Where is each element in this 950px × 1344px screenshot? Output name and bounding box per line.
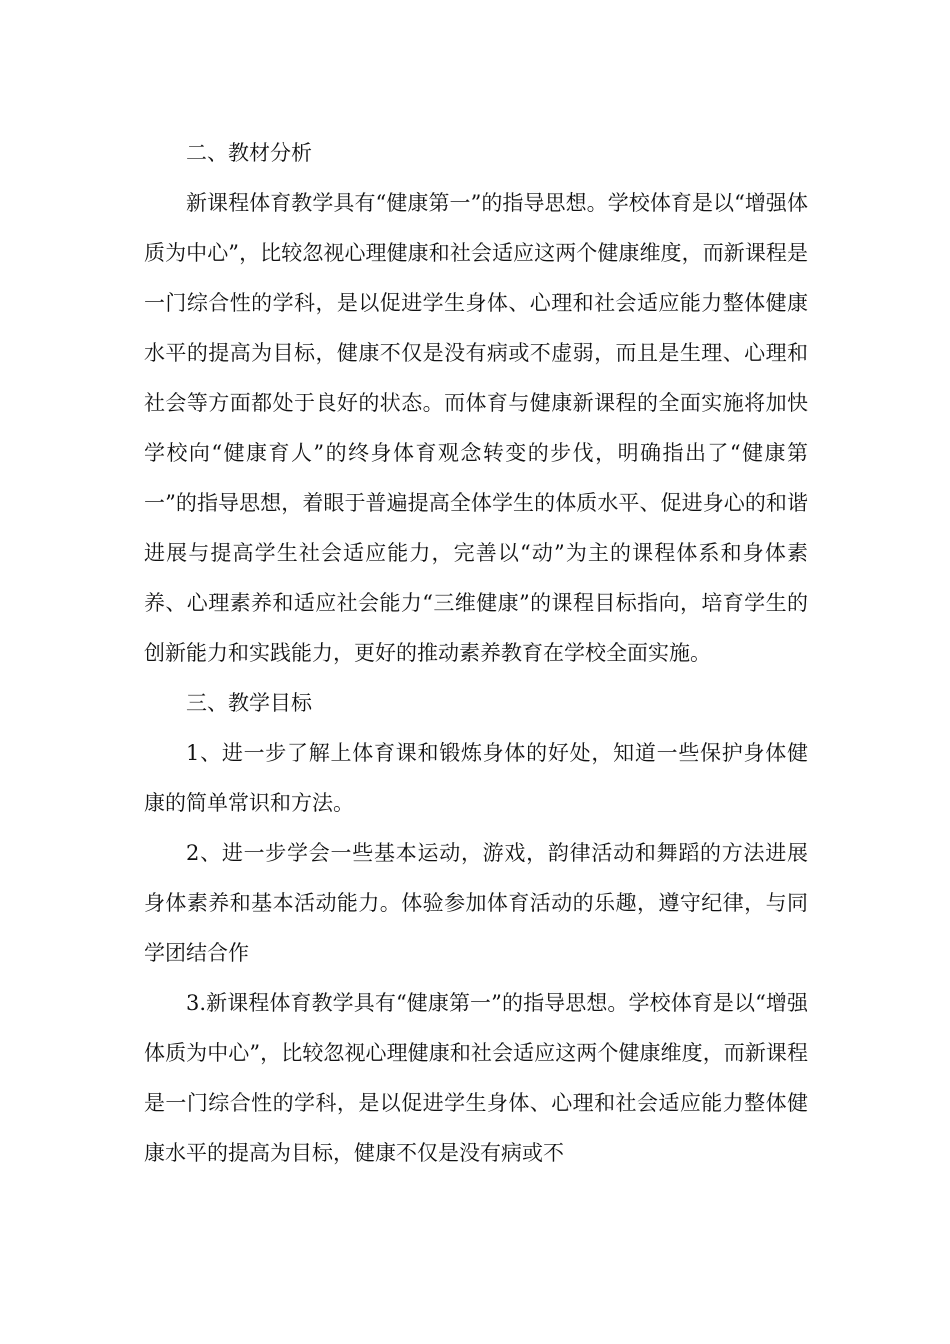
goal-item-2: 2、进一步学会一些基本运动，游戏，韵律活动和舞蹈的方法进展身体素养和基本活动能力。体验参加体育活动的乐趣，遵守纪律，与同学团结合作 bbox=[144, 841, 808, 965]
section-heading-analysis: 二、教材分析 bbox=[186, 141, 312, 165]
goal-item-1: 1、进一步了解上体育课和锻炼身体的好处，知道一些保护身体健康的简单常识和方法。 bbox=[144, 741, 808, 815]
goal-item-3: 3.新课程体育教学具有“健康第一”的指导思想。学校体育是以“增强体质为中心”，比较忽视心理健康和社会适应这两个健康维度，而新课程是一门综合性的学科，是以促进学生身体、心理和社会适应能力整体健康水平的提高为目标，健康不仅是没有病或不 bbox=[144, 991, 808, 1165]
document-body bbox=[144, 128, 808, 1178]
section-heading-goals: 三、教学目标 bbox=[186, 691, 312, 715]
paragraph-analysis: 新课程体育教学具有“健康第一”的指导思想。学校体育是以“增强体质为中心”，比较忽视心理健康和社会适应这两个健康维度，而新课程是一门综合性的学科，是以促进学生身体、心理和社会适应能力整体健康水平的提高为目标，健康不仅是没有病或不虚弱，而且是生理、心理和社会等方面都处于良好的状态。而体育与健康新课程的全面实施将加快学校向“健康育人”的终身体育观念转变的步伐，明确指出了“健康第一”的指导思想，着眼于普遍提高全体学生的体质水平、促进身心的和谐进展与提高学生社会适应能力，完善以“动”为主的课程体系和身体素养、心理素养和适应社会能力“三维健康”的课程目标指向，培育学生的创新能力和实践能力，更好的推动素养教育在学校全面实施。 bbox=[144, 191, 808, 665]
